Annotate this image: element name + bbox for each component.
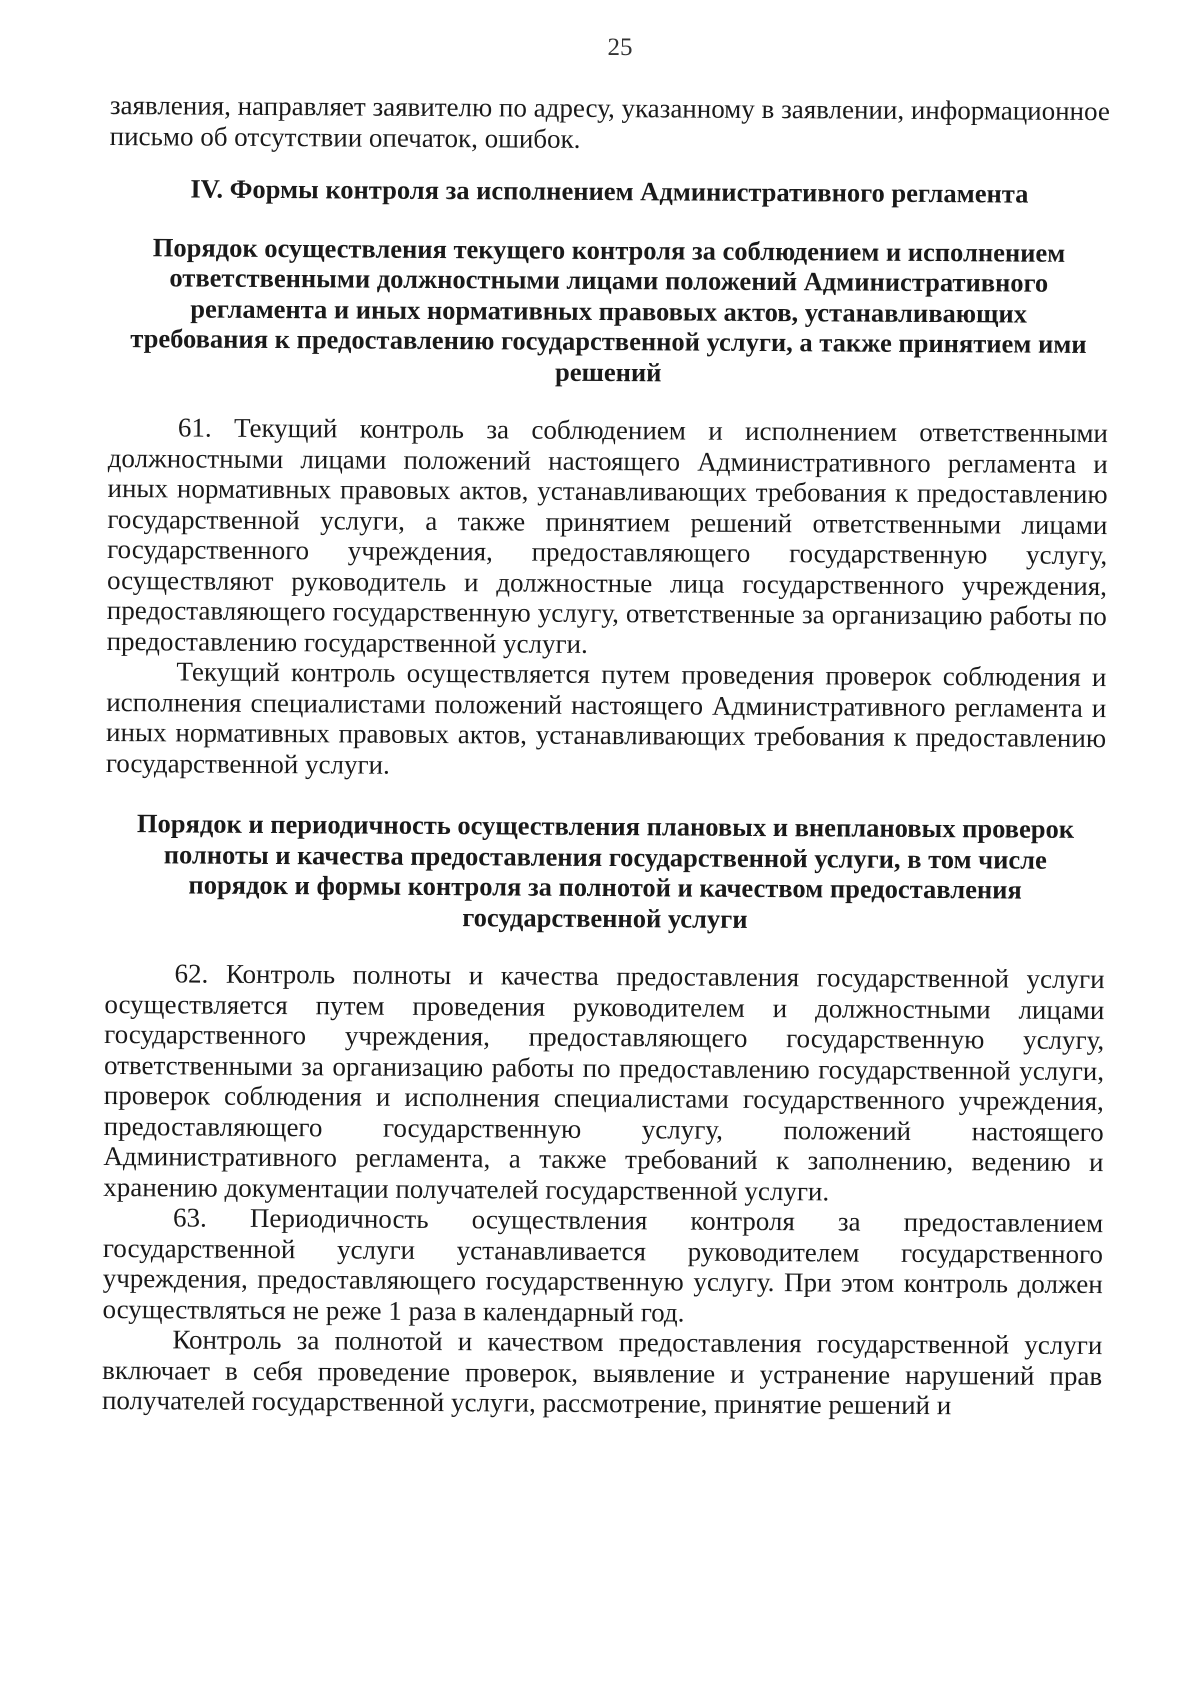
paragraph-continuation: заявления, направляет заявителю по адресу, указанному в заявлении, информационное письмо об отсутствии опечаток, ошибок. <box>109 90 1110 154</box>
page-content <box>102 90 1110 1422</box>
paragraph-63: 63. Периодичность осуществления контроля за предоставлением государственной услуги устанавливается руководителем государственного учреждения, предоставляющего государственную услугу. При этом контроль должен осуществляться не реже 1 раза в календарный год. <box>102 1202 1104 1328</box>
section-heading: IV. Формы контроля за исполнением Административного регламента <box>190 173 1029 209</box>
paragraph-61-continued: Текущий контроль осуществляется путем проведения проверок соблюдения и исполнения специалистами положений настоящего Административного регламента и иных нормативных правовых актов, устанавливающих требования к предоставлению государственной услуги. <box>105 656 1107 780</box>
page-number: 25 <box>607 34 633 61</box>
subsection-heading-inspections: Порядок и периодичность осуществления плановых и внеплановых проверок полноты и качества предоставления государственной услуги, в том числе порядок и формы контроля за полнотой и качеством предоставления государственной услуги <box>136 808 1075 934</box>
paragraph-62: 62. Контроль полноты и качества предоставления государственной услуги осуществляется путем проведения руководителем и должностными лицами государственного учреждения, предоставляющего государственную услугу, ответственными за организацию работы по предоставлению государственной услуги, проверок соблюдения и исполнения специалистами государственного учреждения, предоставляющего государственную услугу, положений настоящего Административного регламента, а также требований к заполнению, ведению и хранению документации получателей государственной услуги. <box>103 958 1105 1206</box>
paragraph-63-continued: Контроль за полнотой и качеством предоставления государственной услуги включает в себя проведение проверок, выявление и устранение нарушений прав получателей государственной услуги, рассмотрение, принятие решений и <box>101 1324 1103 1421</box>
paragraph-61: 61. Текущий контроль за соблюдением и исполнением ответственными должностными лицами положений настоящего Административного регламента и иных нормативных правовых актов, устанавливающих требования к предоставлению государственной услуги, а также принятием решений ответственными лицами государственного учреждения, предоставляющего государственную услугу, осуществляют руководитель и должностные лица государственного учреждения, предоставляющего государственную услугу, ответственные за организацию работы по предоставлению государственной услуги. <box>106 412 1109 659</box>
subsection-heading-current-control: Порядок осуществления текущего контроля за соблюдением и исполнением ответственными должностными лицами положений Административного регламента и иных нормативных правовых актов, устанавливающих требования к предоставлению государственной услуги, а также принятием ими решений <box>130 231 1087 387</box>
